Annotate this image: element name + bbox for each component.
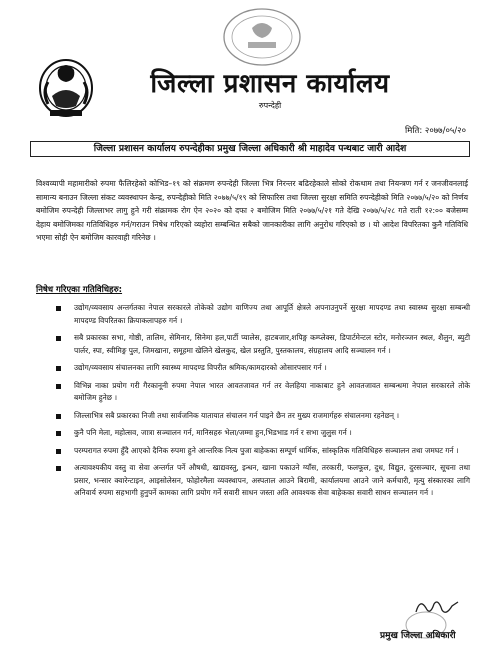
bullet-icon bbox=[56, 431, 61, 436]
bullet-icon bbox=[56, 366, 61, 371]
document-date: मिति: २०७७/०५/२० bbox=[405, 126, 466, 136]
intro-paragraph: विश्वव्यापी महामारीको रुपमा फैलिरहेको कोभिड–१९ को संक्रमण रुपन्देही जिल्ला भित्र निरन्तर बढिरहेकाले सोको रोकथाम तथा नियन्त्रण गर्न र जनजीवनलाई सामान्य बनाउन जिल्ला संकट व्यवस्थापन केन्द्र, रुपन्देहीको मिति २०७७/५/१९ को सिफारिस तथा जिल्ला सुरक्षा समिति रुपन्देहीको मिति २०७७/५/२० को निर्णय बमोजिम रुपन्देही जिल्लाभर लागु हुने गरी संक्रामक रोग ऐन २०२० को दफा २ बमोजिम मिति २०७७/५/२१ गते देखि २०७७/५/२८ गते राती १२:०० बजेसम्म देहाय बमोजिमका गतिविधिहरु गर्न/गराउन निषेध गरिएको व्यहोरा सम्बन्धित सबैको जानकारीका लागि अनुरोध गरिएको छ । यो आदेश विपरितका कुनै गतिविधि भएमा सोही ऐन बमोजिम कारवाही गरिनेछ । bbox=[36, 179, 468, 243]
bullet-icon bbox=[56, 336, 61, 341]
list-item bbox=[50, 410, 470, 423]
office-name: जिल्ला प्रशासन कार्यालय bbox=[150, 69, 390, 99]
list-item bbox=[50, 380, 470, 405]
bullet-icon bbox=[56, 306, 61, 311]
prohibitions-list bbox=[50, 302, 470, 505]
list-item-text: परम्परागत रुपमा हुँदै आएको दैनिक रुपमा हुने आन्तरिक नित्य पुजा बाहेकका सम्पूर्ण धार्मिक, सांस्कृतिक गतिविधिहरु सञ्चालन तथा जमघट गर्न । bbox=[74, 445, 459, 455]
list-item bbox=[50, 427, 470, 440]
list-item bbox=[50, 302, 470, 327]
bullet-icon bbox=[56, 384, 61, 389]
signature-block bbox=[380, 596, 470, 656]
nepal-emblem-icon bbox=[36, 52, 96, 122]
office-location: रुपन्देही bbox=[258, 101, 282, 110]
list-item-text: सबै प्रकारका सभा, गोष्ठी, तालिम, सेमिनार, सिनेमा हल,पार्टी प्यालेस, हाटबजार,शपिङ्ग कम्प्लेक्स, डिपार्टमेन्टल स्टोर, मनोरञ्जन स्थल, शैलुन, ब्युटी पार्लर, स्पा, स्वीमिङ्ग पुल, जिमखाना, समूहमा खेलिने खेलकुद, खेल प्रस्तुति, पुस्तकालय, संग्रहालय आदि सञ्चालन गर्न । bbox=[74, 333, 470, 355]
list-item-text: कुनै पनि मेला, महोत्सव, जात्रा सञ्चालन गर्न, मानिसहरु भेला/जम्मा हुन,भिडभाड गर्न र सभा जुलुस गर्न । bbox=[74, 428, 352, 437]
list-item-text: जिल्लाभित्र सबै प्रकारका निजी तथा सार्वजनिक यातायात संचालन गर्न पाइने छैन तर मुख्य राजमार्गहरु संचालनमा रहनेछन् । bbox=[74, 410, 400, 420]
list-item bbox=[50, 332, 470, 357]
list-item-text: उद्योग/व्यवसाय अन्तर्गतका नेपाल सरकारले तोकेको उद्योग वाणिज्य तथा आपूर्ति क्षेत्रले अपनाउनुपर्ने सुरक्षा मापदण्ड तथा स्वास्थ्य सुरक्षा सम्बन्धी मापदण्ड विपरितका क्रियाकलापहरु गर्न । bbox=[74, 303, 470, 325]
bullet-icon bbox=[56, 449, 61, 454]
bullet-icon bbox=[56, 414, 61, 419]
list-item bbox=[50, 462, 470, 500]
list-item bbox=[50, 362, 470, 375]
signatory-title: प्रमुख जिल्ला अधिकारी bbox=[380, 631, 456, 641]
list-item-text: उद्योग/व्यवसाय संचालनका लागि स्वास्थ्य मापदण्ड विपरीत श्रमिक/कामदारको ओसारपसार गर्न । bbox=[74, 363, 327, 372]
list-item bbox=[50, 445, 470, 458]
bullet-icon bbox=[56, 466, 61, 471]
office-seal-icon bbox=[222, 6, 302, 68]
list-item-text: विभिन्न नाका प्रयोग गरी गैरकानूनी रुपमा नेपाल भारत आवतजावत गर्न तर वेलहिया नाकाबाट हुने आवतजावत सम्बन्धमा नेपाल सरकारले तोके बमोजिम हुनेछ । bbox=[74, 380, 470, 402]
list-item-text: अत्यावश्यकीय वस्तु वा सेवा अन्तर्गत पर्ने औषधी, खाद्यवस्तु, इन्धन, खाना पकाउने ग्याँस, तरकारी, फलफूल, दुध, विद्युत, दुरसञ्चार, सूचना तथा प्रसार, भन्सार क्वारेन्टाइन, आइसोलेसन, फोहोरमैला व्यवस्थापन, अस्पताल आउने बिरामी, कार्यालयमा आउने जाने कर्मचारी, मृत्यु संस्कारका लागि अनिवार्य रुपमा सहभागी हुनुपर्ने कामका लागि प्रयोग गर्ने सवारी साधन जस्ता अति आवश्यक सेवा बाहेकका सवारी साधन सञ्चालन गर्न । bbox=[74, 463, 470, 497]
order-title: जिल्ला प्रशासन कार्यालय रुपन्देहीका प्रमुख जिल्ला अधिकारी श्री माहादेव पन्थबाट जारी आदेश bbox=[30, 141, 470, 157]
prohibitions-heading: निषेध गरिएका गतिविधिहरु: bbox=[36, 285, 123, 295]
